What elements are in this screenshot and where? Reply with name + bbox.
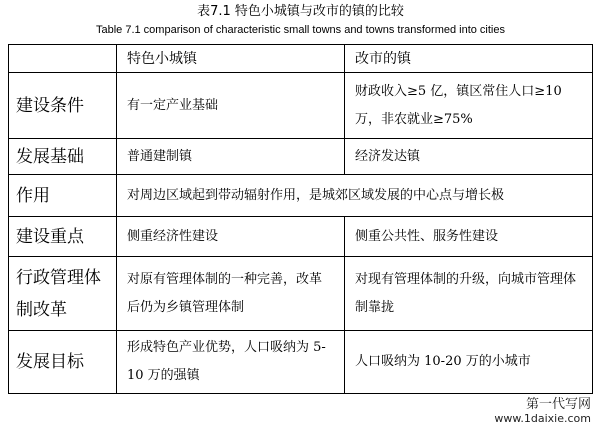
table-row (9, 73, 593, 139)
row-label: 作用 (9, 175, 117, 217)
table-row (9, 257, 593, 331)
table-caption-chinese: 表7.1 特色小城镇与改市的镇的比较 (197, 4, 404, 19)
row-label: 建设重点 (9, 217, 117, 257)
header-cell-characteristic-towns: 特色小城镇 (117, 45, 345, 73)
table-row (9, 331, 593, 394)
row-label: 行政管理体制改革 (9, 257, 117, 331)
table-row (9, 217, 593, 257)
table-cell: 普通建制镇 (117, 139, 345, 175)
table-cell: 经济发达镇 (345, 139, 593, 175)
table-row (9, 139, 593, 175)
row-label: 发展基础 (9, 139, 117, 175)
table-cell: 形成特色产业优势，人口吸纳为 5-10 万的强镇 (117, 331, 345, 394)
table-cell: 财政收入≥5 亿，镇区常住人口≥10 万，非农就业≥75% (345, 73, 593, 139)
table-cell: 侧重公共性、服务性建设 (345, 217, 593, 257)
watermark-title: 第一代写网 (525, 397, 591, 412)
header-cell-towns-to-cities: 改市的镇 (345, 45, 593, 73)
row-label: 建设条件 (9, 73, 117, 139)
table-header-row (9, 45, 593, 73)
comparison-table (8, 44, 593, 394)
watermark (494, 397, 591, 425)
row-label: 发展目标 (9, 331, 117, 394)
table-cell: 侧重经济性建设 (117, 217, 345, 257)
table-caption-english: Table 7.1 comparison of characteristic small towns and towns transformed into cities (95, 24, 505, 36)
header-cell-empty (9, 45, 117, 73)
table-row (9, 175, 593, 217)
table-cell: 对原有管理体制的一种完善，改革后仍为乡镇管理体制 (117, 257, 345, 331)
table-cell: 对现有管理体制的升级，向城市管理体制靠拢 (345, 257, 593, 331)
table-cell: 有一定产业基础 (117, 73, 345, 139)
watermark-url: www.1daixie.com (494, 412, 591, 425)
merged-table-cell: 对周边区域起到带动辐射作用，是城郊区域发展的中心点与增长极 (117, 175, 593, 217)
table-cell: 人口吸纳为 10-20 万的小城市 (345, 331, 593, 394)
